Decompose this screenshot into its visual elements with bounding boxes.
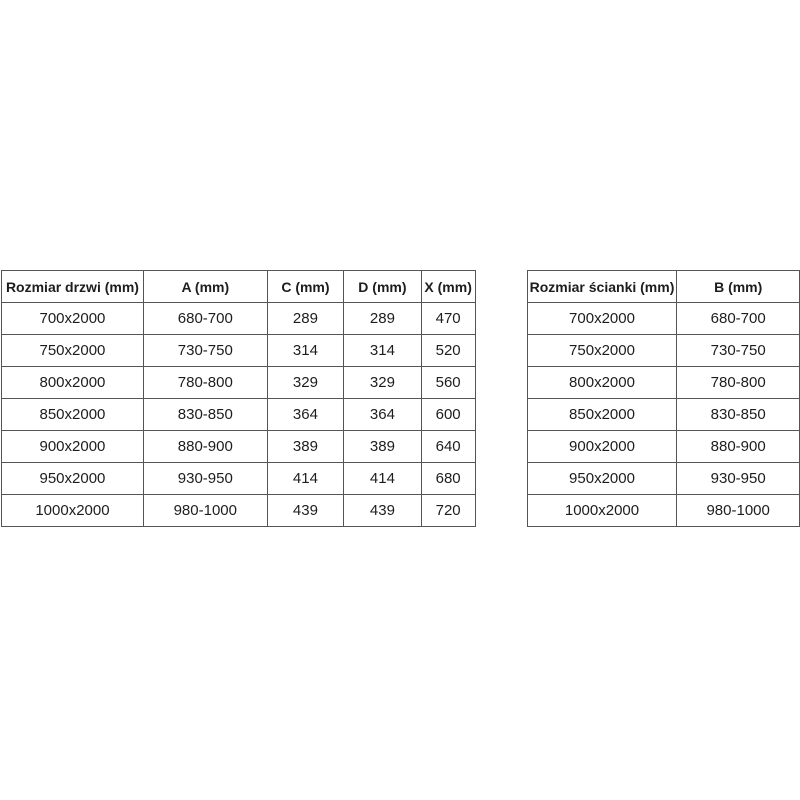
table-cell: 680-700 bbox=[143, 303, 267, 335]
walls-table-header bbox=[527, 271, 799, 303]
table-cell: 414 bbox=[344, 463, 421, 495]
table-cell: 1000x2000 bbox=[527, 495, 677, 527]
table-cell: 930-950 bbox=[677, 463, 800, 495]
table-cell: 289 bbox=[267, 303, 343, 335]
table-cell: 439 bbox=[267, 495, 343, 527]
table-cell: 700x2000 bbox=[2, 303, 144, 335]
column-header: C (mm) bbox=[267, 271, 343, 303]
table-cell: 850x2000 bbox=[2, 399, 144, 431]
column-header: Rozmiar drzwi (mm) bbox=[2, 271, 144, 303]
column-header: X (mm) bbox=[421, 271, 475, 303]
column-header: B (mm) bbox=[677, 271, 800, 303]
table-cell: 389 bbox=[267, 431, 343, 463]
table-row bbox=[527, 463, 799, 495]
table-cell: 730-750 bbox=[143, 335, 267, 367]
table-cell: 470 bbox=[421, 303, 475, 335]
table-cell: 800x2000 bbox=[527, 367, 677, 399]
table-row bbox=[2, 367, 476, 399]
table-cell: 950x2000 bbox=[2, 463, 144, 495]
column-header: Rozmiar ścianki (mm) bbox=[527, 271, 677, 303]
column-header: A (mm) bbox=[143, 271, 267, 303]
walls-table-body bbox=[527, 303, 799, 527]
table-cell: 880-900 bbox=[677, 431, 800, 463]
doors-table-body bbox=[2, 303, 476, 527]
table-row bbox=[527, 303, 799, 335]
table-row bbox=[527, 431, 799, 463]
table-cell: 314 bbox=[267, 335, 343, 367]
table-cell: 680 bbox=[421, 463, 475, 495]
table-cell: 750x2000 bbox=[2, 335, 144, 367]
walls-dimensions-table bbox=[527, 270, 800, 527]
table-cell: 930-950 bbox=[143, 463, 267, 495]
table-cell: 900x2000 bbox=[527, 431, 677, 463]
table-cell: 830-850 bbox=[677, 399, 800, 431]
table-row bbox=[2, 335, 476, 367]
table-cell: 414 bbox=[267, 463, 343, 495]
table-cell: 640 bbox=[421, 431, 475, 463]
table-cell: 600 bbox=[421, 399, 475, 431]
table-cell: 800x2000 bbox=[2, 367, 144, 399]
table-cell: 329 bbox=[267, 367, 343, 399]
table-row bbox=[527, 495, 799, 527]
table-cell: 700x2000 bbox=[527, 303, 677, 335]
table-cell: 364 bbox=[267, 399, 343, 431]
table-row bbox=[2, 399, 476, 431]
table-cell: 950x2000 bbox=[527, 463, 677, 495]
table-cell: 1000x2000 bbox=[2, 495, 144, 527]
table-cell: 980-1000 bbox=[143, 495, 267, 527]
doors-table-header bbox=[2, 271, 476, 303]
table-row bbox=[2, 463, 476, 495]
table-cell: 520 bbox=[421, 335, 475, 367]
table-row bbox=[527, 399, 799, 431]
doors-dimensions-table bbox=[1, 270, 476, 527]
table-row bbox=[2, 431, 476, 463]
table-cell: 560 bbox=[421, 367, 475, 399]
table-row bbox=[2, 303, 476, 335]
table-row bbox=[527, 335, 799, 367]
table-cell: 830-850 bbox=[143, 399, 267, 431]
column-header: D (mm) bbox=[344, 271, 421, 303]
table-cell: 314 bbox=[344, 335, 421, 367]
table-cell: 720 bbox=[421, 495, 475, 527]
table-cell: 439 bbox=[344, 495, 421, 527]
table-cell: 680-700 bbox=[677, 303, 800, 335]
table-cell: 730-750 bbox=[677, 335, 800, 367]
table-row bbox=[2, 495, 476, 527]
table-cell: 780-800 bbox=[677, 367, 800, 399]
table-cell: 389 bbox=[344, 431, 421, 463]
table-cell: 289 bbox=[344, 303, 421, 335]
table-cell: 750x2000 bbox=[527, 335, 677, 367]
table-cell: 980-1000 bbox=[677, 495, 800, 527]
table-cell: 780-800 bbox=[143, 367, 267, 399]
header-row bbox=[2, 271, 476, 303]
table-cell: 364 bbox=[344, 399, 421, 431]
table-cell: 880-900 bbox=[143, 431, 267, 463]
table-cell: 900x2000 bbox=[2, 431, 144, 463]
table-row bbox=[527, 367, 799, 399]
header-row bbox=[527, 271, 799, 303]
table-cell: 850x2000 bbox=[527, 399, 677, 431]
tables-row bbox=[1, 270, 800, 527]
table-cell: 329 bbox=[344, 367, 421, 399]
